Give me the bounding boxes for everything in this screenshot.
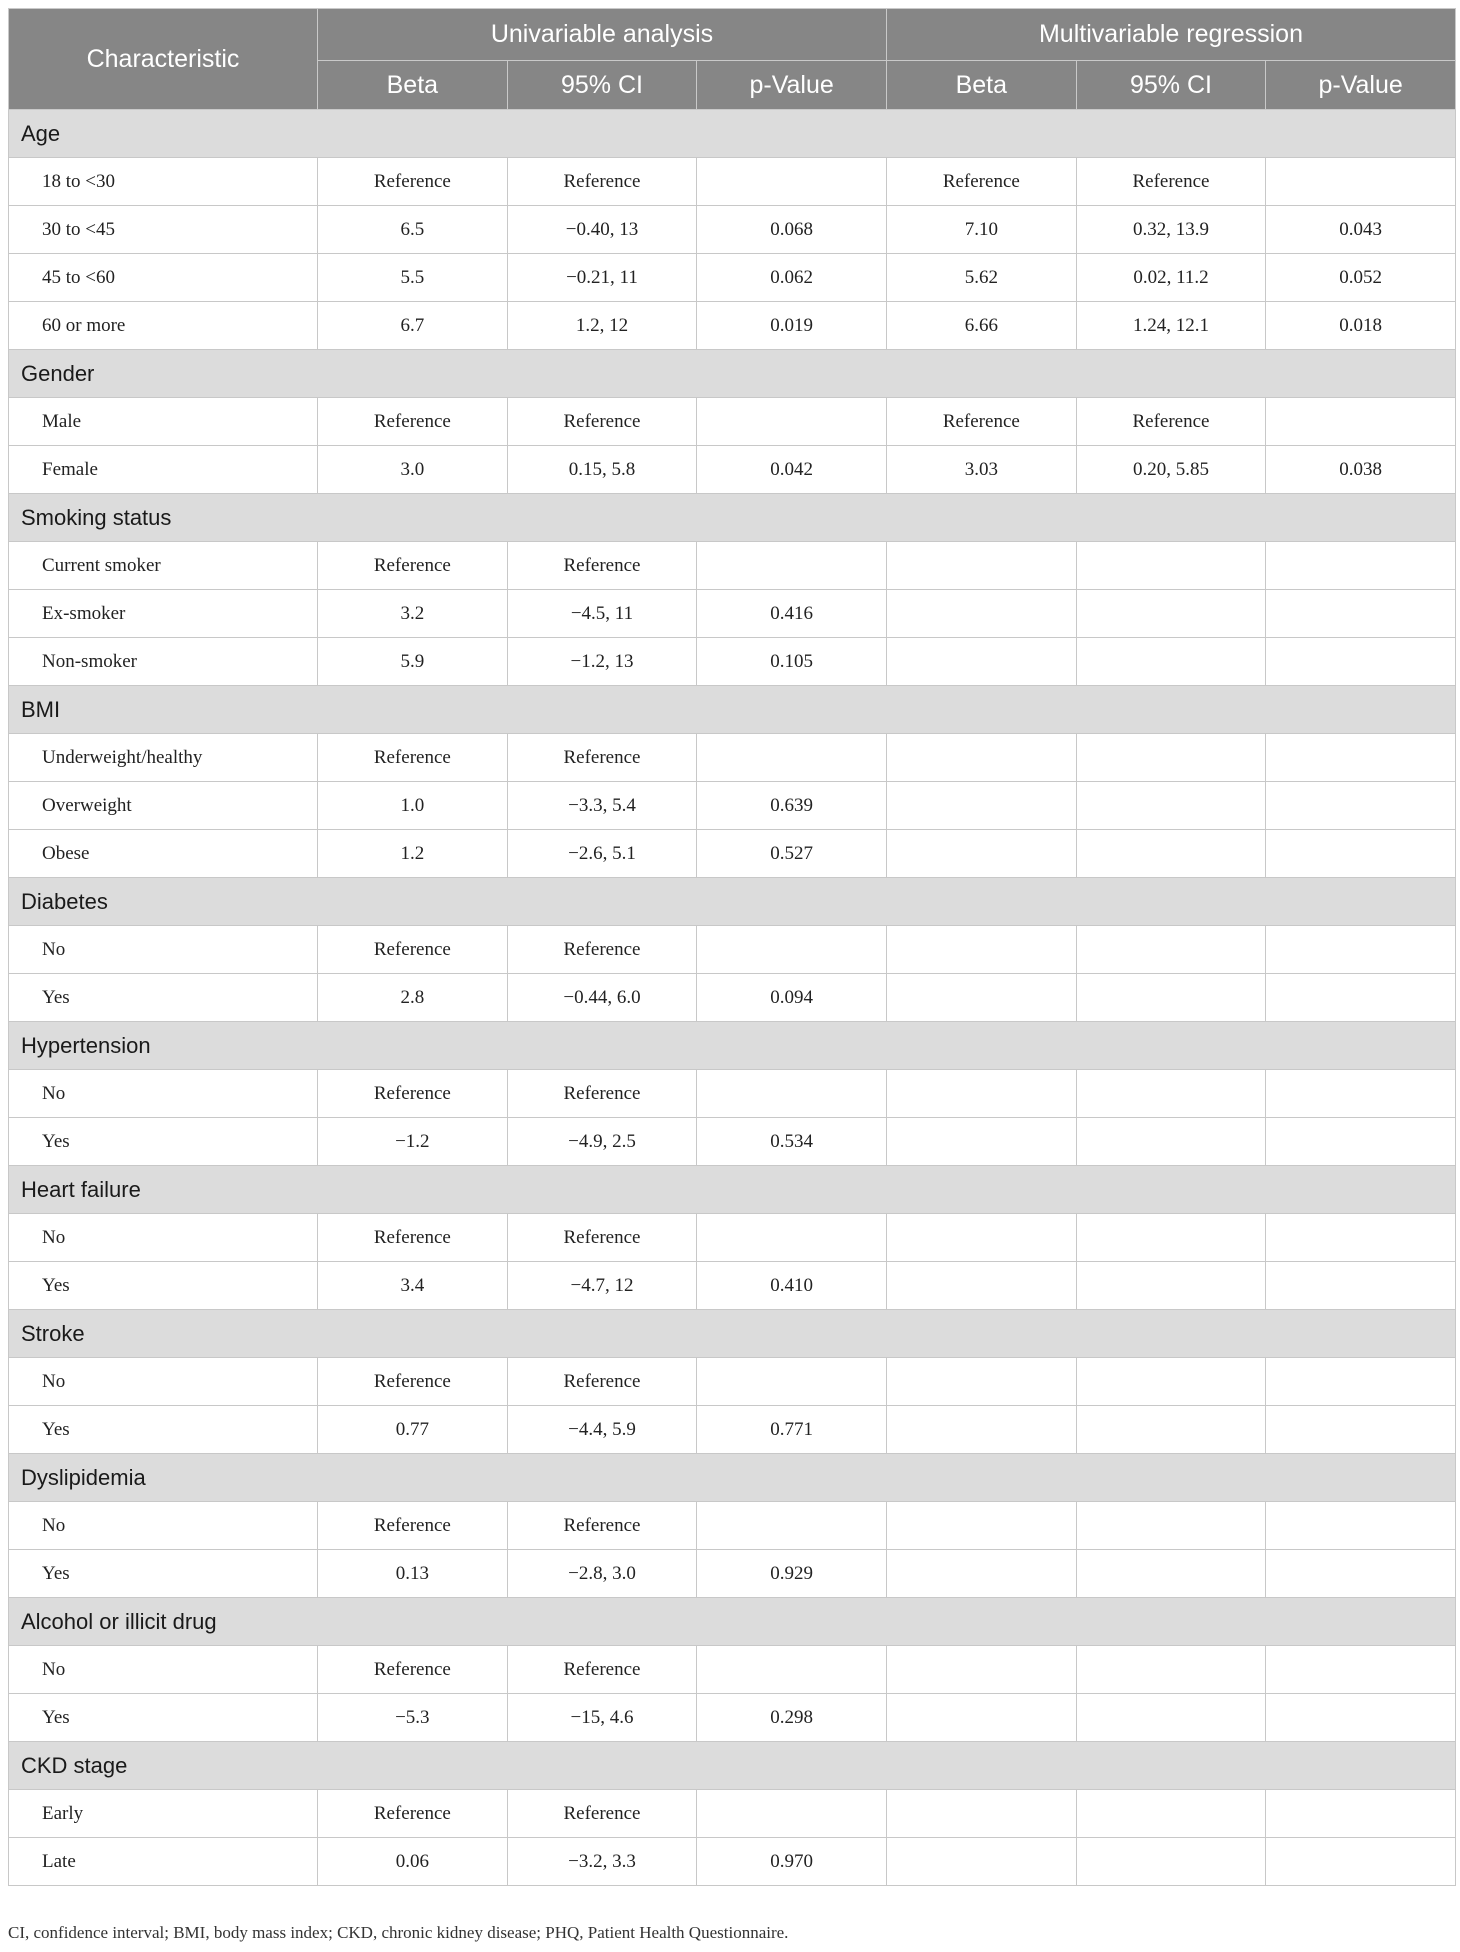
multivariable-beta-cell (886, 638, 1076, 686)
multivariable-beta-cell (886, 926, 1076, 974)
row-label: 30 to <45 (9, 206, 318, 254)
row-label: Late (9, 1838, 318, 1886)
category-label: Diabetes (9, 878, 1456, 926)
univariable-p-cell: 0.019 (697, 302, 887, 350)
header-univariable: Univariable analysis (318, 9, 887, 61)
multivariable-p-cell (1266, 1070, 1456, 1118)
table-row (9, 302, 1456, 350)
univariable-ci-cell: −4.7, 12 (507, 1262, 697, 1310)
multivariable-beta-cell (886, 1646, 1076, 1694)
multivariable-beta-cell (886, 1838, 1076, 1886)
univariable-ci-cell: Reference (507, 1358, 697, 1406)
category-row (9, 1742, 1456, 1790)
univariable-beta-cell: −5.3 (318, 1694, 508, 1742)
univariable-beta-cell: Reference (318, 1502, 508, 1550)
univariable-beta-cell: 3.2 (318, 590, 508, 638)
row-label: Yes (9, 1406, 318, 1454)
univariable-beta-cell: 6.7 (318, 302, 508, 350)
univariable-beta-cell: Reference (318, 398, 508, 446)
univariable-ci-cell: Reference (507, 926, 697, 974)
category-label: BMI (9, 686, 1456, 734)
category-row (9, 1022, 1456, 1070)
category-row (9, 350, 1456, 398)
row-label: No (9, 1502, 318, 1550)
table-footnote: CI, confidence interval; BMI, body mass index; CKD, chronic kidney disease; PHQ, Patient Health Questionnaire. (8, 1923, 789, 1942)
multivariable-ci-cell: 0.02, 11.2 (1076, 254, 1266, 302)
row-label: 18 to <30 (9, 158, 318, 206)
table-row (9, 1358, 1456, 1406)
univariable-p-cell: 0.410 (697, 1262, 887, 1310)
header-multivariable-beta: Beta (886, 61, 1076, 110)
table-row (9, 398, 1456, 446)
univariable-beta-cell: Reference (318, 1790, 508, 1838)
univariable-p-cell (697, 158, 887, 206)
table-row (9, 734, 1456, 782)
multivariable-ci-cell: 0.20, 5.85 (1076, 446, 1266, 494)
multivariable-ci-cell (1076, 1790, 1266, 1838)
univariable-beta-cell: 1.2 (318, 830, 508, 878)
header-characteristic: Characteristic (9, 9, 318, 110)
header-univariable-beta: Beta (318, 61, 508, 110)
table-row (9, 782, 1456, 830)
univariable-beta-cell: Reference (318, 1214, 508, 1262)
multivariable-p-cell (1266, 1214, 1456, 1262)
multivariable-ci-cell (1076, 1694, 1266, 1742)
category-row (9, 878, 1456, 926)
multivariable-p-cell: 0.052 (1266, 254, 1456, 302)
table-row (9, 158, 1456, 206)
univariable-p-cell: 0.094 (697, 974, 887, 1022)
univariable-ci-cell: −3.3, 5.4 (507, 782, 697, 830)
multivariable-beta-cell (886, 1694, 1076, 1742)
univariable-ci-cell: −3.2, 3.3 (507, 1838, 697, 1886)
table-row (9, 1790, 1456, 1838)
univariable-ci-cell: Reference (507, 158, 697, 206)
category-label: Alcohol or illicit drug (9, 1598, 1456, 1646)
multivariable-beta-cell (886, 1214, 1076, 1262)
row-label: Current smoker (9, 542, 318, 590)
multivariable-ci-cell (1076, 1502, 1266, 1550)
multivariable-p-cell (1266, 830, 1456, 878)
univariable-p-cell: 0.298 (697, 1694, 887, 1742)
row-label: Yes (9, 1118, 318, 1166)
univariable-ci-cell: Reference (507, 1214, 697, 1262)
category-label: CKD stage (9, 1742, 1456, 1790)
multivariable-p-cell: 0.043 (1266, 206, 1456, 254)
univariable-ci-cell: −15, 4.6 (507, 1694, 697, 1742)
multivariable-p-cell (1266, 542, 1456, 590)
row-label: Yes (9, 1262, 318, 1310)
multivariable-p-cell (1266, 734, 1456, 782)
category-row (9, 494, 1456, 542)
multivariable-beta-cell (886, 1070, 1076, 1118)
multivariable-beta-cell (886, 782, 1076, 830)
univariable-ci-cell: −0.44, 6.0 (507, 974, 697, 1022)
multivariable-ci-cell (1076, 1262, 1266, 1310)
multivariable-p-cell (1266, 1646, 1456, 1694)
row-label: No (9, 1646, 318, 1694)
multivariable-p-cell (1266, 1358, 1456, 1406)
multivariable-beta-cell (886, 734, 1076, 782)
univariable-ci-cell: −4.9, 2.5 (507, 1118, 697, 1166)
multivariable-ci-cell (1076, 830, 1266, 878)
univariable-beta-cell: Reference (318, 1358, 508, 1406)
univariable-p-cell (697, 542, 887, 590)
multivariable-ci-cell: 1.24, 12.1 (1076, 302, 1266, 350)
table-row (9, 1262, 1456, 1310)
univariable-ci-cell: Reference (507, 1502, 697, 1550)
table-row (9, 1694, 1456, 1742)
multivariable-beta-cell: Reference (886, 158, 1076, 206)
table-row (9, 1214, 1456, 1262)
multivariable-beta-cell (886, 1550, 1076, 1598)
row-label: Early (9, 1790, 318, 1838)
multivariable-ci-cell (1076, 782, 1266, 830)
univariable-p-cell (697, 398, 887, 446)
univariable-p-cell: 0.970 (697, 1838, 887, 1886)
category-label: Gender (9, 350, 1456, 398)
category-row (9, 1166, 1456, 1214)
univariable-p-cell: 0.068 (697, 206, 887, 254)
univariable-p-cell (697, 734, 887, 782)
univariable-beta-cell: 5.9 (318, 638, 508, 686)
multivariable-p-cell (1266, 1694, 1456, 1742)
table-row (9, 974, 1456, 1022)
univariable-ci-cell: Reference (507, 1790, 697, 1838)
table-row (9, 926, 1456, 974)
univariable-beta-cell: Reference (318, 1070, 508, 1118)
table-body (9, 110, 1456, 1886)
univariable-p-cell: 0.062 (697, 254, 887, 302)
category-label: Smoking status (9, 494, 1456, 542)
multivariable-p-cell (1266, 1790, 1456, 1838)
multivariable-p-cell (1266, 1550, 1456, 1598)
row-label: No (9, 1358, 318, 1406)
table-row (9, 1646, 1456, 1694)
row-label: No (9, 1214, 318, 1262)
row-label: 45 to <60 (9, 254, 318, 302)
multivariable-beta-cell (886, 1118, 1076, 1166)
multivariable-ci-cell (1076, 926, 1266, 974)
univariable-p-cell: 0.771 (697, 1406, 887, 1454)
univariable-p-cell: 0.929 (697, 1550, 887, 1598)
table-row (9, 1406, 1456, 1454)
multivariable-p-cell (1266, 926, 1456, 974)
table-row (9, 206, 1456, 254)
table-row (9, 590, 1456, 638)
table-row (9, 542, 1456, 590)
multivariable-p-cell (1266, 974, 1456, 1022)
row-label: Yes (9, 1550, 318, 1598)
univariable-p-cell (697, 926, 887, 974)
table-row (9, 1070, 1456, 1118)
header-multivariable: Multivariable regression (886, 9, 1455, 61)
univariable-beta-cell: Reference (318, 926, 508, 974)
category-row (9, 1454, 1456, 1502)
results-table-container (8, 8, 1455, 1886)
table-row (9, 1502, 1456, 1550)
category-row (9, 686, 1456, 734)
multivariable-ci-cell (1076, 1070, 1266, 1118)
univariable-ci-cell: −1.2, 13 (507, 638, 697, 686)
multivariable-p-cell (1266, 1262, 1456, 1310)
multivariable-beta-cell: 7.10 (886, 206, 1076, 254)
table-row (9, 1838, 1456, 1886)
multivariable-ci-cell (1076, 734, 1266, 782)
row-label: Female (9, 446, 318, 494)
multivariable-beta-cell (886, 1790, 1076, 1838)
univariable-beta-cell: Reference (318, 1646, 508, 1694)
multivariable-beta-cell: 5.62 (886, 254, 1076, 302)
univariable-ci-cell: Reference (507, 398, 697, 446)
row-label: Obese (9, 830, 318, 878)
multivariable-p-cell (1266, 1838, 1456, 1886)
category-label: Age (9, 110, 1456, 158)
table-row (9, 830, 1456, 878)
header-univariable-ci: 95% CI (507, 61, 697, 110)
multivariable-ci-cell (1076, 1406, 1266, 1454)
multivariable-beta-cell (886, 830, 1076, 878)
row-label: Underweight/healthy (9, 734, 318, 782)
univariable-beta-cell: Reference (318, 734, 508, 782)
multivariable-p-cell (1266, 398, 1456, 446)
univariable-p-cell: 0.639 (697, 782, 887, 830)
row-label: Male (9, 398, 318, 446)
multivariable-p-cell (1266, 638, 1456, 686)
row-label: Overweight (9, 782, 318, 830)
multivariable-beta-cell (886, 1406, 1076, 1454)
multivariable-ci-cell: 0.32, 13.9 (1076, 206, 1266, 254)
multivariable-beta-cell (886, 542, 1076, 590)
univariable-p-cell: 0.534 (697, 1118, 887, 1166)
univariable-ci-cell: −0.21, 11 (507, 254, 697, 302)
univariable-beta-cell: 3.4 (318, 1262, 508, 1310)
univariable-beta-cell: 3.0 (318, 446, 508, 494)
multivariable-p-cell (1266, 1502, 1456, 1550)
multivariable-p-cell (1266, 590, 1456, 638)
univariable-beta-cell: 0.06 (318, 1838, 508, 1886)
multivariable-ci-cell (1076, 1838, 1266, 1886)
row-label: 60 or more (9, 302, 318, 350)
multivariable-p-cell (1266, 1118, 1456, 1166)
multivariable-beta-cell (886, 1358, 1076, 1406)
multivariable-ci-cell: Reference (1076, 398, 1266, 446)
multivariable-ci-cell (1076, 1550, 1266, 1598)
univariable-p-cell: 0.416 (697, 590, 887, 638)
row-label: Yes (9, 1694, 318, 1742)
univariable-beta-cell: 5.5 (318, 254, 508, 302)
univariable-beta-cell: 6.5 (318, 206, 508, 254)
univariable-p-cell: 0.042 (697, 446, 887, 494)
multivariable-beta-cell (886, 1502, 1076, 1550)
multivariable-beta-cell (886, 974, 1076, 1022)
multivariable-ci-cell: Reference (1076, 158, 1266, 206)
regression-table (8, 8, 1456, 1886)
univariable-ci-cell: −2.8, 3.0 (507, 1550, 697, 1598)
multivariable-beta-cell (886, 1262, 1076, 1310)
univariable-ci-cell: −2.6, 5.1 (507, 830, 697, 878)
multivariable-p-cell: 0.018 (1266, 302, 1456, 350)
category-row (9, 110, 1456, 158)
table-row (9, 1550, 1456, 1598)
multivariable-ci-cell (1076, 542, 1266, 590)
univariable-beta-cell: Reference (318, 158, 508, 206)
multivariable-p-cell (1266, 782, 1456, 830)
univariable-p-cell: 0.527 (697, 830, 887, 878)
row-label: No (9, 1070, 318, 1118)
multivariable-beta-cell: 6.66 (886, 302, 1076, 350)
multivariable-ci-cell (1076, 974, 1266, 1022)
header-univariable-p: p-Value (697, 61, 887, 110)
table-row (9, 1118, 1456, 1166)
univariable-beta-cell: 1.0 (318, 782, 508, 830)
category-row (9, 1310, 1456, 1358)
univariable-p-cell: 0.105 (697, 638, 887, 686)
row-label: Non-smoker (9, 638, 318, 686)
table-row (9, 446, 1456, 494)
multivariable-ci-cell (1076, 638, 1266, 686)
univariable-p-cell (697, 1214, 887, 1262)
univariable-ci-cell: Reference (507, 1646, 697, 1694)
univariable-beta-cell: 2.8 (318, 974, 508, 1022)
multivariable-ci-cell (1076, 1358, 1266, 1406)
univariable-ci-cell: Reference (507, 1070, 697, 1118)
multivariable-ci-cell (1076, 1646, 1266, 1694)
table-row (9, 638, 1456, 686)
univariable-beta-cell: Reference (318, 542, 508, 590)
multivariable-ci-cell (1076, 590, 1266, 638)
multivariable-ci-cell (1076, 1214, 1266, 1262)
table-header (9, 9, 1456, 110)
category-label: Dyslipidemia (9, 1454, 1456, 1502)
category-label: Hypertension (9, 1022, 1456, 1070)
row-label: Ex-smoker (9, 590, 318, 638)
multivariable-p-cell: 0.038 (1266, 446, 1456, 494)
row-label: No (9, 926, 318, 974)
univariable-beta-cell: 0.77 (318, 1406, 508, 1454)
univariable-beta-cell: 0.13 (318, 1550, 508, 1598)
univariable-p-cell (697, 1070, 887, 1118)
multivariable-beta-cell (886, 590, 1076, 638)
header-multivariable-p: p-Value (1266, 61, 1456, 110)
univariable-ci-cell: −0.40, 13 (507, 206, 697, 254)
univariable-ci-cell: −4.5, 11 (507, 590, 697, 638)
univariable-p-cell (697, 1646, 887, 1694)
univariable-p-cell (697, 1790, 887, 1838)
category-label: Stroke (9, 1310, 1456, 1358)
category-row (9, 1598, 1456, 1646)
univariable-ci-cell: Reference (507, 542, 697, 590)
multivariable-p-cell (1266, 1406, 1456, 1454)
univariable-p-cell (697, 1502, 887, 1550)
univariable-p-cell (697, 1358, 887, 1406)
univariable-ci-cell: Reference (507, 734, 697, 782)
category-label: Heart failure (9, 1166, 1456, 1214)
univariable-ci-cell: 1.2, 12 (507, 302, 697, 350)
multivariable-ci-cell (1076, 1118, 1266, 1166)
univariable-beta-cell: −1.2 (318, 1118, 508, 1166)
row-label: Yes (9, 974, 318, 1022)
multivariable-beta-cell: Reference (886, 398, 1076, 446)
multivariable-p-cell (1266, 158, 1456, 206)
header-multivariable-ci: 95% CI (1076, 61, 1266, 110)
table-row (9, 254, 1456, 302)
univariable-ci-cell: −4.4, 5.9 (507, 1406, 697, 1454)
multivariable-beta-cell: 3.03 (886, 446, 1076, 494)
univariable-ci-cell: 0.15, 5.8 (507, 446, 697, 494)
